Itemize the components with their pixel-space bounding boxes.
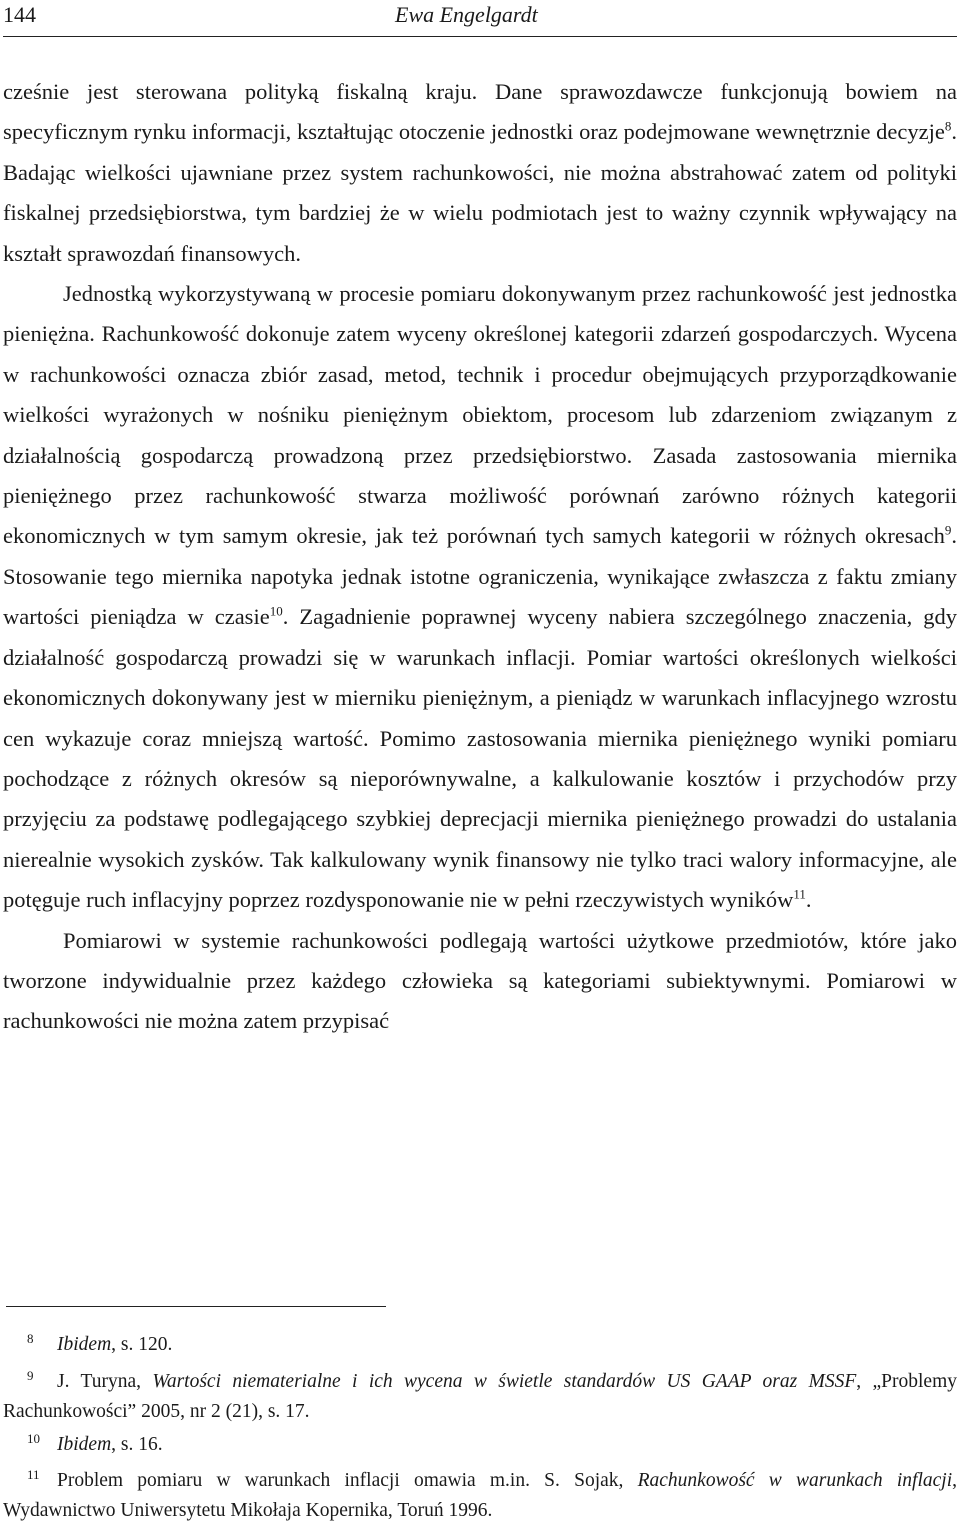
- footnote-text: [3, 1330, 957, 1360]
- footnote-text-part: , Wydawnictwo Uniwersytetu Mikołaja Kopernika, Toruń 1996.: [3, 1470, 957, 1521]
- footnote-marker: 9: [27, 1368, 34, 1383]
- paragraph-1-part-b: . Badając wielkości ujawniane przez system rachunkowości, nie można abstrahować zatem od polityki fiskalnej przedsiębiorstwa, tym bardziej że w wielu podmiotach jest to ważny czynnik wpływający na kształt sprawozdań finansowych.: [3, 119, 957, 266]
- page-number: 144: [3, 2, 36, 27]
- document-page: [3, 0, 957, 1525]
- running-header-author: Ewa Engelgardt: [395, 2, 538, 27]
- footnote-ref-10[interactable]: 10: [269, 603, 283, 619]
- paragraph-2-part-d: .: [805, 887, 812, 913]
- footnote-text-part: J. Turyna,: [57, 1371, 153, 1392]
- footnote-text-part: Problem pomiaru w warunkach inflacji omawia m.in. S. Sojak,: [57, 1470, 638, 1491]
- paragraph-3: Pomiarowi w systemie rachunkowości podlegają wartości użytkowe przedmiotów, które jako tworzone indywidualnie przez każdego człowieka są kategoriami subiektywnymi. Pomiarowi w rachunkowości nie można zatem przypisać: [3, 927, 957, 1034]
- footnote-text-part: Ibidem: [57, 1434, 112, 1455]
- footnote-text-part: , „Problemy Rachunkowości” 2005, nr 2 (21), s. 17.: [3, 1371, 957, 1422]
- footnote-9: [3, 1367, 957, 1427]
- footnote-text-part: , s. 16.: [111, 1434, 163, 1455]
- footnote-text-part: Ibidem: [57, 1334, 112, 1355]
- footnote-10: [3, 1430, 957, 1460]
- footnote-marker: 8: [27, 1331, 34, 1346]
- footnote-text: [3, 1466, 957, 1526]
- footnote-text: [3, 1367, 957, 1427]
- running-header: [3, 0, 957, 37]
- footnote-text: [3, 1430, 957, 1460]
- footnote-marker: 11: [27, 1467, 40, 1482]
- paragraph-1-part-a: cześnie jest sterowana polityką fiskalną kraju. Dane sprawozdawcze funkcjonują bowiem na specyficznym rynku informacji, kształtując otoczenie jednostki oraz podejmowane wewnętrznie decyzje: [3, 79, 957, 145]
- body-text: [3, 72, 957, 1042]
- footnote-ref-9[interactable]: 9: [944, 522, 952, 538]
- footnote-ref-11[interactable]: 11: [793, 886, 806, 902]
- paragraph-2: [3, 274, 957, 921]
- footnote-text-part: , s. 120.: [111, 1334, 173, 1355]
- footnote-marker: 10: [27, 1431, 40, 1446]
- footnote-ref-8[interactable]: 8: [944, 118, 952, 134]
- footnote-11: [3, 1466, 957, 1526]
- footnote-8: [3, 1330, 957, 1360]
- footnote-text-part: Wartości niematerialne i ich wycena w świetle standardów US GAAP oraz MSSF: [152, 1371, 857, 1392]
- paragraph-2-part-c: . Zagadnienie poprawnej wyceny nabiera szczególnego znaczenia, gdy działalność gospodarczą prowadzi się w warunkach inflacji. Pomiar wartości określonych wielkości ekonomicznych dokonywany jest w mierniku pieniężnym, a pieniądz w warunkach inflacyjnego wzrostu cen wykazuje coraz mniejszą wartość. Pomimo zastosowania miernika pieniężnego wyniki pomiaru pochodzące z różnych okresów są nieporównywalne, a kalkulowanie kosztów i przychodów przy przyjęciu za podstawę podlegającego szybkiej deprecjacji miernika pieniężnego prowadzi do ustalania nierealnie wysokich zysków. Tak kalkulowany wynik finansowy nie tylko traci walory informacyjne, ale potęguje ruch inflacyjny poprzez rozdysponowanie nie w pełni rzeczywistych wyników: [3, 604, 958, 913]
- paragraph-2-part-a: Jednostką wykorzystywaną w procesie pomiaru dokonywanym przez rachunkowość jest jednostka pieniężna. Rachunkowość dokonuje zatem wyceny określonej kategorii zdarzeń gospodarczych. Wycena w rachunkowości oznacza zbiór zasad, metod, technik i procedur obejmujących przyporządkowanie wielkości wyrażonych w nośniku pieniężnym obiektom, procesom lub zdarzeniom związanym z działalnością gospodarczą prowadzoną przez przedsiębiorstwo. Zasada zastosowania miernika pieniężnego przez rachunkowość stwarza możliwość porównań zarówno różnych kategorii ekonomicznych w tym samym okresie, jak też porównań tych samych kategorii w różnych okresach: [3, 281, 957, 549]
- footnote-text-part: Rachunkowość w warunkach inflacji: [637, 1470, 953, 1491]
- paragraph-2-part-b: . Stosowanie tego miernika napotyka jednak istotne ograniczenia, wynikające zwłaszcza z faktu zmiany wartości pieniądza w czasie: [3, 523, 957, 630]
- footnote-separator: [6, 1306, 386, 1307]
- paragraph-1: [3, 72, 957, 274]
